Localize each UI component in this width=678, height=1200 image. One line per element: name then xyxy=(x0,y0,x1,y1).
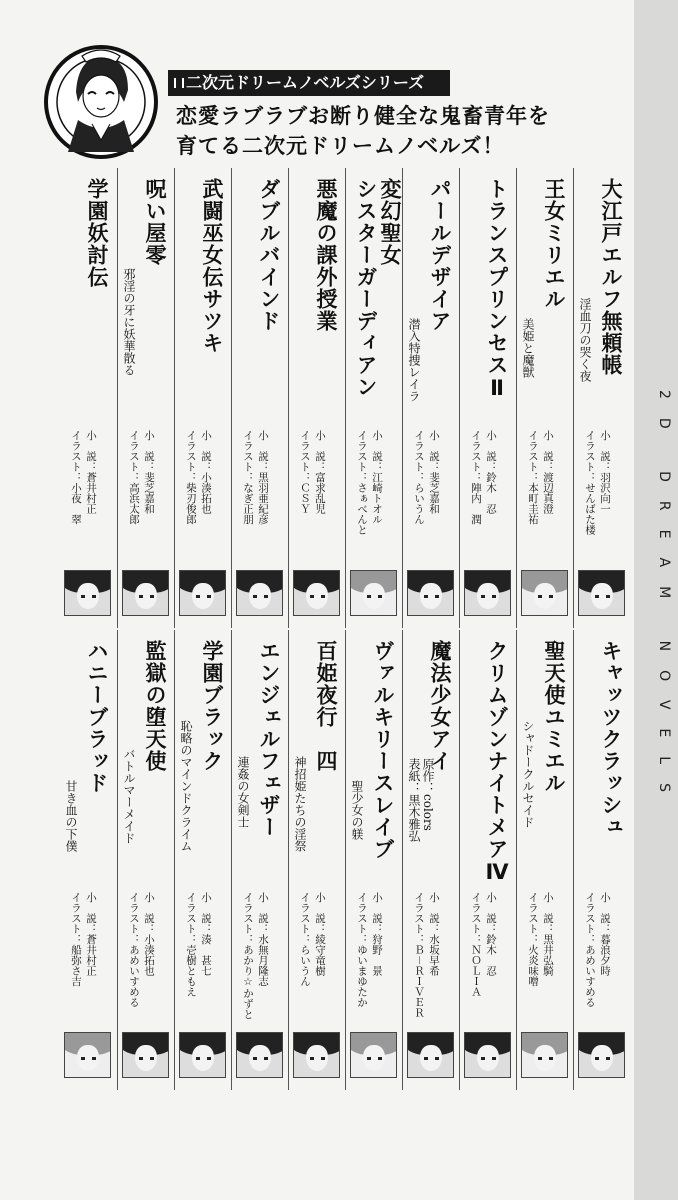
book-entry xyxy=(60,168,117,628)
book-subtitle: 恥略のマインドクライム xyxy=(179,720,193,852)
book-title: キャッツクラッシュ xyxy=(599,640,623,838)
book-title: 大江戸エルフ無頼帳 xyxy=(599,178,623,376)
book-subtitle: 神招姫たちの淫祭 xyxy=(293,756,307,852)
book-entry xyxy=(345,168,402,628)
book-entry xyxy=(288,168,345,628)
book-subtitle: 原作：colors 表紙：黒木雅弘 xyxy=(407,758,435,842)
book-credits: 小 説：鈴木 忍 イラスト：ＮＯＬＩＡ xyxy=(470,892,497,997)
cover-thumbnail xyxy=(236,570,283,616)
book-entry xyxy=(117,168,174,628)
book-entry xyxy=(231,168,288,628)
series-title-bar: 二次元ドリームノベルズシリーズ xyxy=(168,70,450,96)
book-entry xyxy=(288,630,345,1090)
side-band xyxy=(634,0,678,1200)
cover-thumbnail xyxy=(464,570,511,616)
cover-thumbnail xyxy=(122,570,169,616)
book-title: 監獄の堕天使 xyxy=(143,640,167,772)
book-subtitle: 邪淫の牙に妖華散る xyxy=(122,268,136,376)
cover-thumbnail xyxy=(179,1032,226,1078)
cover-thumbnail xyxy=(64,570,111,616)
book-subtitle: 潜入特捜レイラ xyxy=(407,318,421,402)
book-credits: 小 説：小湊拓也 イラスト：あめいすめる xyxy=(128,892,155,1008)
book-entry xyxy=(516,630,573,1090)
book-credits: 小 説：湊 甚七 イラスト：壱樹ともえ xyxy=(185,892,212,997)
book-title: 武闘巫女伝サツキ xyxy=(200,178,224,354)
book-title: パールデザイア xyxy=(428,178,452,332)
book-credits: 小 説：狩野 景 イラスト：ゆいまゆたか xyxy=(356,892,383,1008)
book-title: ハニーブラッド xyxy=(85,640,109,794)
book-subtitle: 淫血刀の哭く夜 xyxy=(578,298,592,382)
cover-thumbnail xyxy=(236,1032,283,1078)
book-credits: 小 説：斐芝嘉和 イラスト：高浜太郎 xyxy=(128,430,155,525)
book-credits: 小 説：黒羽亜紀彦 イラスト：なぎ正朋 xyxy=(242,430,269,525)
book-entry xyxy=(573,168,630,628)
book-credits: 小 説：暮浪夕時 イラスト：あめいすめる xyxy=(584,892,611,1008)
cover-thumbnail xyxy=(407,1032,454,1078)
book-entry xyxy=(402,168,459,628)
cover-thumbnail xyxy=(179,570,226,616)
book-title: 学園ブラック xyxy=(200,640,224,772)
book-title: ヴァルキリースレイブ xyxy=(371,640,395,860)
book-entry xyxy=(402,630,459,1090)
book-credits: 小 説：斐芝嘉和 イラスト：らいうん xyxy=(413,430,440,525)
book-entry xyxy=(573,630,630,1090)
book-entry xyxy=(174,168,231,628)
tagline-line-2: 育てる二次元ドリームノベルズ！ xyxy=(176,134,505,158)
book-credits: 小 説：羽沢向一 イラスト：せんばた楼 xyxy=(584,430,611,535)
book-entry xyxy=(459,630,516,1090)
cover-thumbnail xyxy=(350,570,397,616)
book-entry xyxy=(60,630,117,1090)
tagline-line-1: 恋愛ラブラブお断り健全な鬼畜青年を xyxy=(176,104,550,128)
book-credits: 小 説：小湊拓也 イラスト：柴刃俊郎 xyxy=(185,430,212,525)
book-credits: 小 説：蒼井村正 イラスト：小夜 翠 xyxy=(70,430,97,525)
book-subtitle: バトルマーメイド xyxy=(122,748,136,844)
series-emblem-illustration xyxy=(42,40,160,160)
book-credits: 小 説：綾守竜樹 イラスト：らいうん xyxy=(299,892,326,987)
cover-thumbnail xyxy=(407,570,454,616)
book-title: ダブルバインド xyxy=(257,178,281,332)
book-credits: 小 説：富求乱児 イラスト：ＣＳＹ xyxy=(299,430,326,514)
book-title: エンジェルフェザー xyxy=(257,640,281,838)
book-entry xyxy=(459,168,516,628)
book-credits: 小 説：黒井弘騎 イラスト：火炎味噌 xyxy=(527,892,554,987)
book-credits: 小 説：鈴木 忍 イラスト：陣内 潤 xyxy=(470,430,497,525)
side-label: 2D DREAM NOVELS xyxy=(656,389,672,811)
book-credits: 小 説：蒼井村正 イラスト：船弥さ吉 xyxy=(70,892,97,987)
book-row-2 xyxy=(60,630,630,1090)
book-entry xyxy=(516,168,573,628)
book-title: クリムゾンナイトメアⅣ xyxy=(485,640,509,885)
book-title: 王女ミリエル xyxy=(542,178,566,310)
book-row-1 xyxy=(60,168,630,628)
book-title: 変幻聖女 シスターガーディアン xyxy=(354,178,402,398)
cover-thumbnail xyxy=(578,570,625,616)
cover-thumbnail xyxy=(293,570,340,616)
book-credits: 小 説：渡辺真澄 イラスト：本町圭祐 xyxy=(527,430,554,525)
book-title: 聖天使ユミエル xyxy=(542,640,566,794)
book-subtitle: 聖少女の躾 xyxy=(350,780,364,840)
book-subtitle: 連姦の女剣士 xyxy=(236,756,250,828)
book-credits: 小 説：江崎トオル イラスト：さぁべんと xyxy=(356,430,383,535)
book-title: トランスプリンセスⅡ xyxy=(485,178,509,401)
book-subtitle: 甘き血の下僕 xyxy=(64,780,78,852)
cover-thumbnail xyxy=(464,1032,511,1078)
book-entry xyxy=(345,630,402,1090)
cover-thumbnail xyxy=(122,1032,169,1078)
cover-thumbnail xyxy=(578,1032,625,1078)
cover-thumbnail xyxy=(521,1032,568,1078)
cover-thumbnail xyxy=(350,1032,397,1078)
book-entry xyxy=(231,630,288,1090)
book-title: 学園妖討伝 xyxy=(85,178,109,288)
book-title: 悪魔の課外授業 xyxy=(314,178,338,332)
book-title: 魔法少女アイ xyxy=(428,640,452,772)
book-title: 呪い屋零 xyxy=(143,178,167,266)
cover-thumbnail xyxy=(64,1032,111,1078)
book-credits: 小 説：水無月隆志 イラスト：あかり☆かずと xyxy=(242,892,269,1020)
book-entry xyxy=(174,630,231,1090)
book-subtitle: シャドークルセイド xyxy=(521,720,535,828)
book-subtitle: 美姫と魔獣 xyxy=(521,318,535,378)
book-title: 百姫夜行 四 xyxy=(314,640,338,772)
cover-thumbnail xyxy=(521,570,568,616)
book-entry xyxy=(117,630,174,1090)
book-credits: 小 説：水坂早希 イラスト：Ｂ－ＲＩＶＥＲ xyxy=(413,892,440,1018)
cover-thumbnail xyxy=(293,1032,340,1078)
